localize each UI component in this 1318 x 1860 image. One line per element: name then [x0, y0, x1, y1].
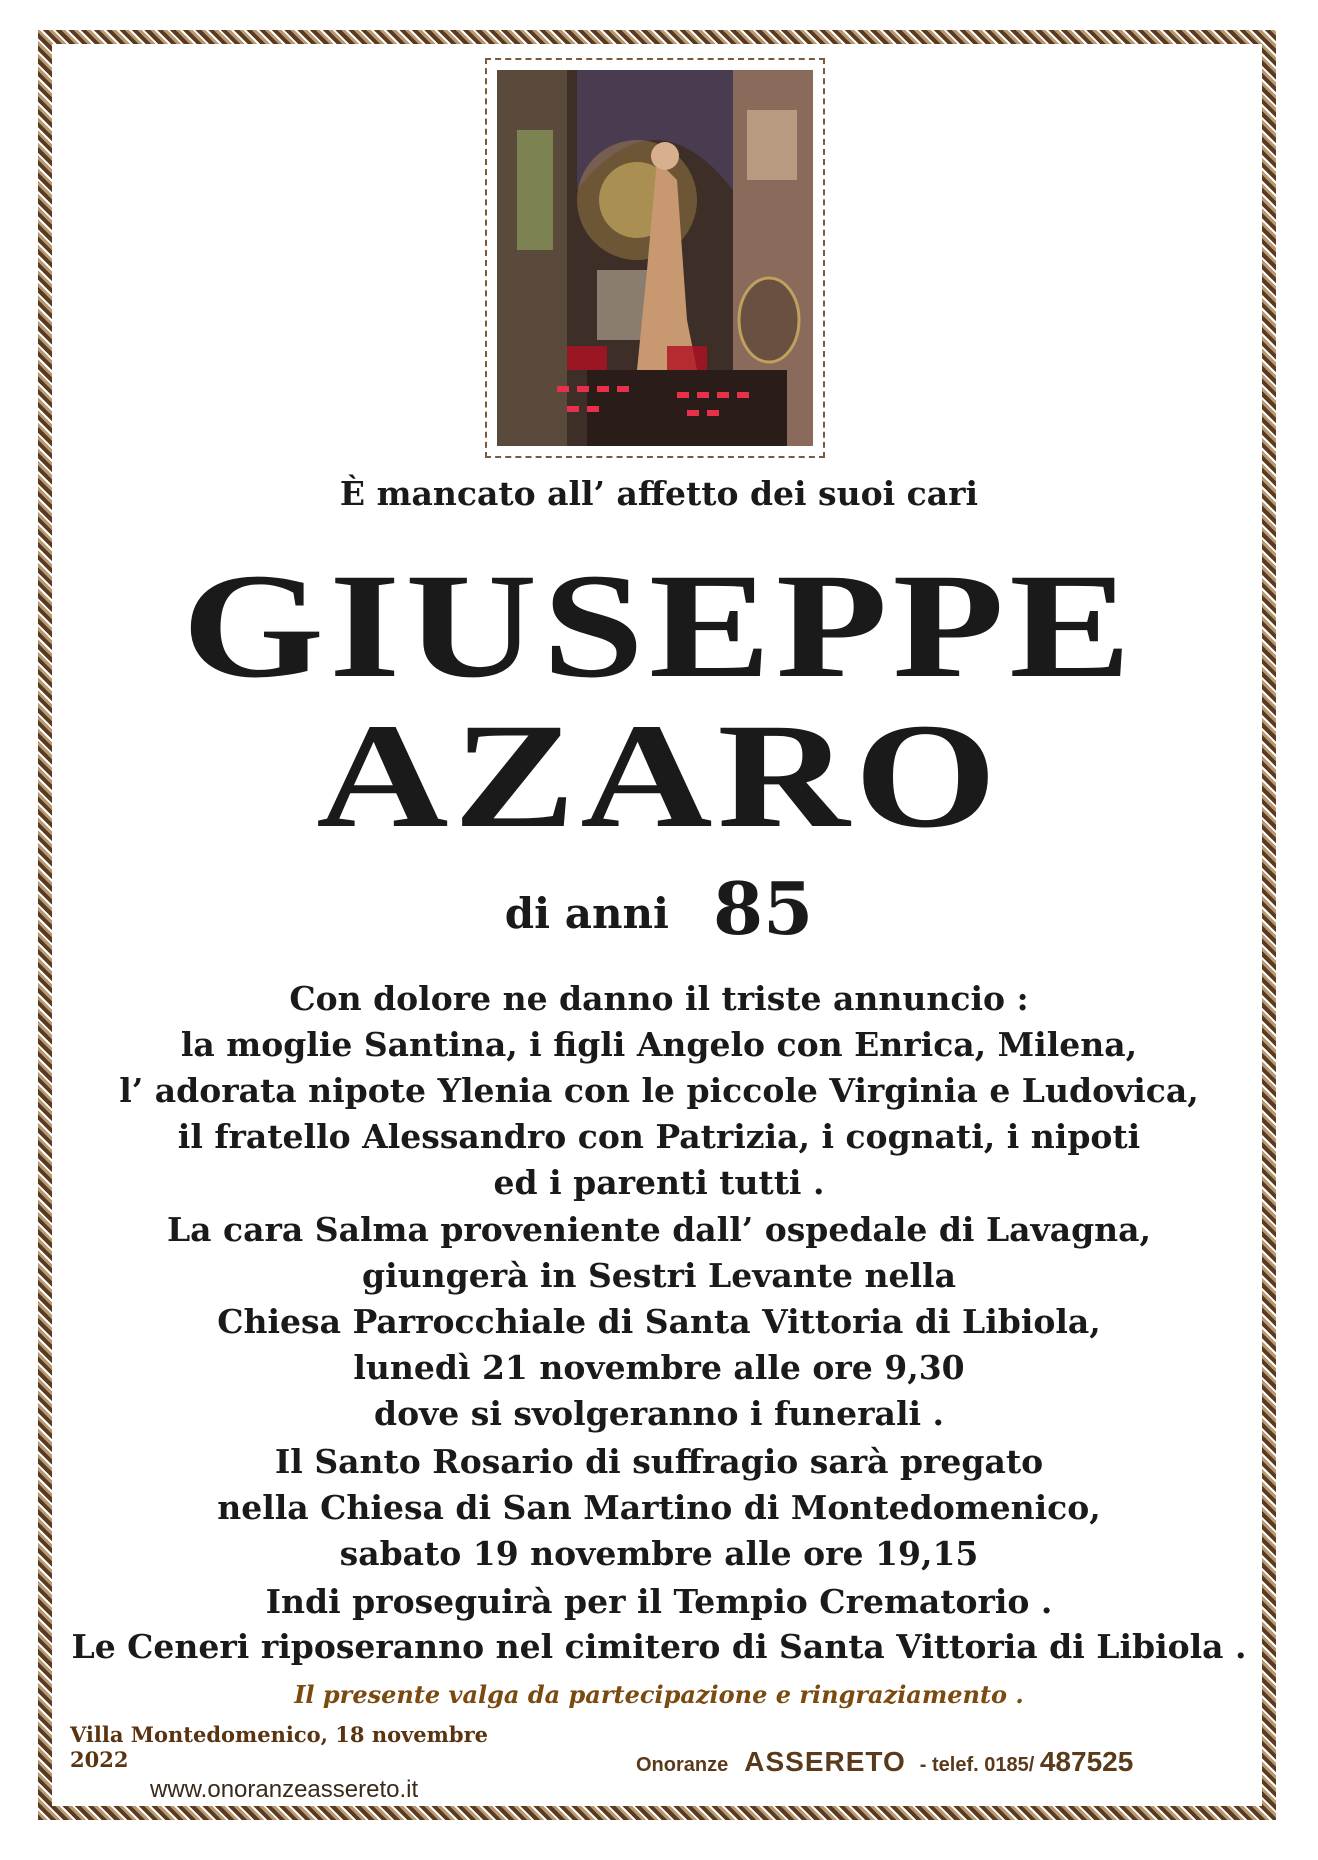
announcement-line: Con dolore ne danno il triste annuncio :: [289, 979, 1029, 1018]
church-interior-photo: [497, 70, 813, 446]
rosary-line: sabato 19 novembre alle ore 19,15: [339, 1534, 979, 1573]
funeral-line: dove si svolgeranno i funerali .: [374, 1394, 944, 1433]
phone-number: 487525: [1039, 1746, 1134, 1777]
ashes-text: Le Ceneri riposeranno nel cimitero di Santa Vittoria di Libiola .: [71, 1627, 1247, 1666]
announcement-line: il fratello Alessandro con Patrizia, i cognati, i nipoti: [177, 1117, 1141, 1156]
place-date: Villa Montedomenico, 18 novembre 2022: [70, 1722, 488, 1772]
intro-text: È mancato all’ affetto dei suoi cari: [339, 474, 979, 513]
funeral-line: giungerà in Sestri Levante nella: [362, 1256, 956, 1295]
church-photo-illustration: [497, 70, 813, 446]
memorial-photo-frame: [485, 58, 825, 458]
funeral-line: Chiesa Parrocchiale di Santa Vittoria di Libiola,: [217, 1302, 1101, 1341]
last-name: AZARO: [316, 693, 1002, 859]
announcement-line: la moglie Santina, i figli Angelo con Enrica, Milena,: [180, 1025, 1138, 1064]
announcement-block: [0, 976, 1318, 1206]
phone-label: - telef. 0185/: [919, 1754, 1035, 1776]
funeral-line: lunedì 21 novembre alle ore 9,30: [353, 1348, 965, 1387]
footer-left: [70, 1722, 540, 1804]
agency-prefix: Onoranze: [636, 1754, 729, 1776]
agency-contact: [636, 1746, 1236, 1778]
cremation-text: Indi proseguirà per il Tempio Crematorio .: [265, 1582, 1053, 1621]
rosary-line: nella Chiesa di San Martino di Montedomenico,: [217, 1488, 1101, 1527]
thanks-text: Il presente valga da partecipazione e ringraziamento .: [294, 1680, 1024, 1709]
age-label: di anni: [504, 889, 669, 938]
age-value: 85: [712, 866, 814, 951]
announcement-line: l’ adorata nipote Ylenia con le piccole Virginia e Ludovica,: [119, 1071, 1199, 1110]
rosary-line: Il Santo Rosario di suffragio sarà pregato: [274, 1442, 1044, 1481]
age-row: [0, 866, 1318, 951]
website-link[interactable]: www.onoranzeassereto.it: [150, 1776, 419, 1803]
first-name: GIUSEPPE: [181, 543, 1137, 709]
funeral-block: [0, 1207, 1318, 1437]
agency-name: ASSERETO: [744, 1746, 906, 1777]
announcement-line: ed i parenti tutti .: [493, 1163, 825, 1202]
funeral-line: La cara Salma proveniente dall’ ospedale di Lavagna,: [166, 1210, 1152, 1249]
rosary-block: [0, 1439, 1318, 1577]
